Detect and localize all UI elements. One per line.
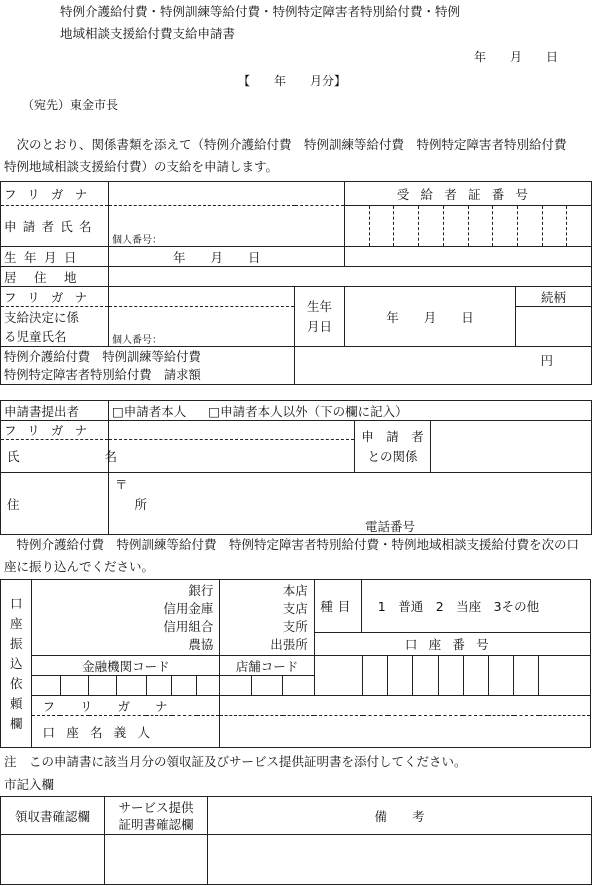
submitter-options	[109, 401, 592, 421]
receipt-check-input[interactable]	[1, 835, 105, 885]
applicant-name-label: 申請者氏名	[1, 206, 109, 247]
receipt-check-label: 領収書確認欄	[1, 797, 105, 835]
note-text: 注 この申請書に該当月分の領収証及びサービス提供証明書を添付してください。	[4, 754, 467, 769]
personal-number-label: 個人番号：	[112, 235, 162, 246]
submitter-name-input[interactable]	[109, 440, 355, 473]
submitter-name-label: 氏 名	[1, 440, 109, 473]
account-digit[interactable]	[514, 656, 539, 696]
furigana-input[interactable]	[109, 182, 345, 206]
holder-furigana-label: フ リ ガ ナ	[32, 696, 220, 716]
account-digit[interactable]	[413, 656, 438, 696]
child-birth-label: 生年 月日	[295, 287, 345, 347]
addressee: （宛先）東金市長	[22, 98, 119, 112]
institution-code-spacer	[172, 676, 197, 696]
claim-amount-label: 特例介護給付費 特例訓練等給付費 特例特定障害者特別給付費 請求額	[1, 347, 295, 385]
service-check-label: サービス提供 証明書確認欄	[105, 797, 208, 835]
intro-text: 次のとおり、関係書類を添えて（特例介護給付費 特例訓練等給付費 特例特定障害者特別給付費 特例地域相談支援給付費）の支給を申請します。	[4, 137, 580, 174]
submitter-furigana-input[interactable]	[109, 421, 355, 440]
submitter-label: 申請書提出者	[1, 401, 109, 421]
institution-type: 銀行 信用金庫 信用組合 農協	[32, 580, 220, 656]
branch-code-label: 店舗コード	[220, 656, 314, 676]
account-digit[interactable]	[438, 656, 463, 696]
branch-code-digit[interactable]	[251, 676, 282, 696]
bank-table	[0, 579, 591, 748]
submitter-relation-label: 申 請 者 との関係	[355, 421, 431, 473]
birth-date-label: 生年月日	[1, 247, 109, 267]
service-check-input[interactable]	[105, 835, 208, 885]
submitter-relation-input[interactable]	[431, 421, 592, 473]
residence-input[interactable]	[109, 267, 592, 287]
account-number-box[interactable]	[314, 656, 362, 696]
applicant-table	[0, 181, 592, 385]
submitter-address-label: 住 所	[1, 473, 109, 535]
holder-input[interactable]	[220, 716, 591, 748]
institution-code-digit[interactable]	[89, 676, 117, 696]
account-number-label: 口座番号	[404, 637, 500, 652]
claim-amount-input[interactable]: 円	[295, 347, 592, 385]
submitter-table	[0, 400, 592, 535]
account-number-tail[interactable]	[539, 656, 591, 696]
account-type-area	[314, 580, 590, 656]
account-digit[interactable]	[463, 656, 488, 696]
remarks-input[interactable]	[208, 835, 592, 885]
holder-label: 口座名義人	[32, 716, 220, 748]
institution-code-digit[interactable]	[60, 676, 88, 696]
remarks-label: 備 考	[208, 797, 592, 835]
institution-code-digit[interactable]	[32, 676, 60, 696]
birth-date-input[interactable]: 年 月 日	[109, 247, 345, 267]
holder-furigana-input[interactable]	[220, 696, 591, 716]
account-type-label: 種目	[315, 580, 362, 632]
furigana-label: フリガナ	[1, 182, 109, 206]
applicant-name-input[interactable]	[109, 206, 345, 247]
recipient-number-boxes[interactable]	[345, 206, 592, 247]
recipient-number-label: 受給者証番号	[345, 182, 592, 206]
child-furigana-input[interactable]	[109, 287, 295, 307]
form-title-line2: 地域相談支援給付費支給申請書	[60, 26, 236, 41]
institution-code-spacer	[146, 676, 171, 696]
birth-date-blank	[345, 247, 592, 267]
branch-code-digit[interactable]	[220, 676, 251, 696]
postal-mark: 〒	[115, 477, 128, 492]
account-digit[interactable]	[388, 656, 413, 696]
bank-side-label: 口 座 振 込 依 頼 欄	[1, 580, 32, 748]
form-title-line1: 特例介護給付費・特例訓練等給付費・特例特定障害者特別給付費・特例	[60, 4, 461, 19]
target-month: 【 年 月分】	[238, 74, 347, 88]
account-type-options[interactable]: 1 普通 2 当座 3その他	[377, 599, 540, 614]
child-name-input[interactable]: 個人番号：	[109, 307, 295, 347]
branch-type: 本店 支店 支所 出張所	[220, 580, 314, 656]
submitter-furigana-label: フリガナ	[1, 421, 109, 440]
child-birth-input[interactable]: 年 月 日	[345, 287, 516, 347]
branch-code-digit[interactable]	[283, 676, 315, 696]
child-name-label: 支給決定に係 る児童氏名	[1, 307, 109, 347]
institution-code-label: 金融機関コード	[32, 656, 220, 676]
child-furigana-label: フリガナ	[1, 287, 109, 307]
institution-code-spacer	[197, 676, 220, 696]
city-table	[0, 796, 592, 885]
relationship-input[interactable]	[516, 307, 592, 347]
application-date: 年 月 日	[474, 50, 559, 64]
account-digit[interactable]	[363, 656, 388, 696]
account-digit[interactable]	[488, 656, 513, 696]
transfer-text: 特例介護給付費 特例訓練等給付費 特例特定障害者特別給付費・特例地域相談支援給付費を次の口座に振り込んでください。	[4, 537, 580, 574]
residence-label: 居住地	[1, 267, 109, 287]
relationship-label: 続柄	[516, 287, 592, 307]
institution-code-digit[interactable]	[117, 676, 146, 696]
submitter-address-input[interactable]	[109, 473, 592, 535]
option-other-checkbox[interactable]: □申請者本人以外（下の欄に記入）	[208, 403, 408, 419]
phone-label: 電話番号	[365, 519, 416, 534]
option-self-checkbox[interactable]: □申請者本人	[112, 403, 187, 419]
city-section-title: 市記入欄	[4, 777, 55, 792]
